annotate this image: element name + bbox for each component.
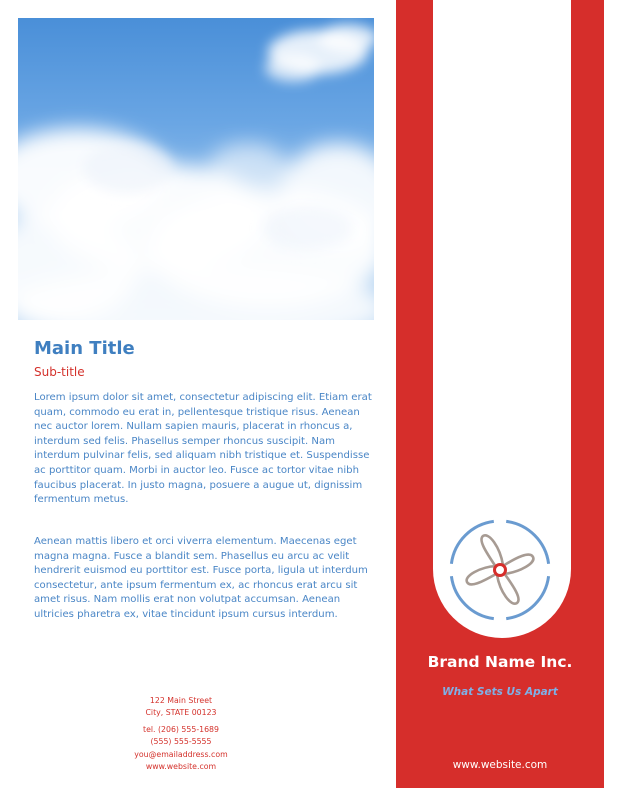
- contact-tel: tel. (206) 555-1689: [143, 725, 219, 734]
- contact-email[interactable]: you@emailaddress.com: [134, 749, 228, 759]
- hero-image-sky: [18, 18, 374, 320]
- body-paragraph-1: Lorem ipsum dolor sit amet, consectetur adipiscing elit. Etiam erat quam, commodo eu erat in, pellentesque tristique risus. Aenean nec auctor lorem. Nullam sapien mauris, placerat in rhoncus a, interdum sed felis. Phasellus semper rhoncus suscipit. Nam interdum pulvinar felis, sed aliquam nibh tristique et. Suspendisse ac porttitor quam. Morbi in auctor leo. Fusce ac tortor vitae nibh faucibus placerat. In justo magna, posuere a augue ut, dignissim fermentum metus.: [34, 392, 372, 506]
- contact-address: [100, 695, 262, 720]
- contact-tel-2: (555) 555-5555: [150, 737, 212, 747]
- main-title: Main Title: [34, 338, 135, 359]
- body-paragraph-2: Aenean mattis libero et orci viverra elementum. Maecenas eget magna magna. Fusce a blandit sem. Phasellus eu arcu ac velit hendrerit euismod eu porttitor est. Fusce porta, ligula ut interdum consectetur, ante ipsum fermentum ex, ac rhoncus erat arcu sit amet risus. Nam mollis erat non volutpat accumsan. Aenean ultricies pharetra ex, vitae tincidunt ipsum cursus interdum.: [34, 536, 368, 620]
- brand-tagline: What Sets Us Apart: [442, 686, 558, 698]
- brand-website-link[interactable]: www.website.com: [452, 759, 548, 771]
- brand-name: Brand Name Inc.: [427, 653, 573, 671]
- contact-street: 122 Main Street: [149, 696, 213, 705]
- fan-icon: [442, 512, 558, 628]
- contact-website[interactable]: www.website.com: [145, 761, 217, 771]
- sub-title: Sub-title: [34, 365, 85, 379]
- contact-details: [100, 724, 262, 773]
- contact-city: City, STATE 00123: [145, 708, 217, 718]
